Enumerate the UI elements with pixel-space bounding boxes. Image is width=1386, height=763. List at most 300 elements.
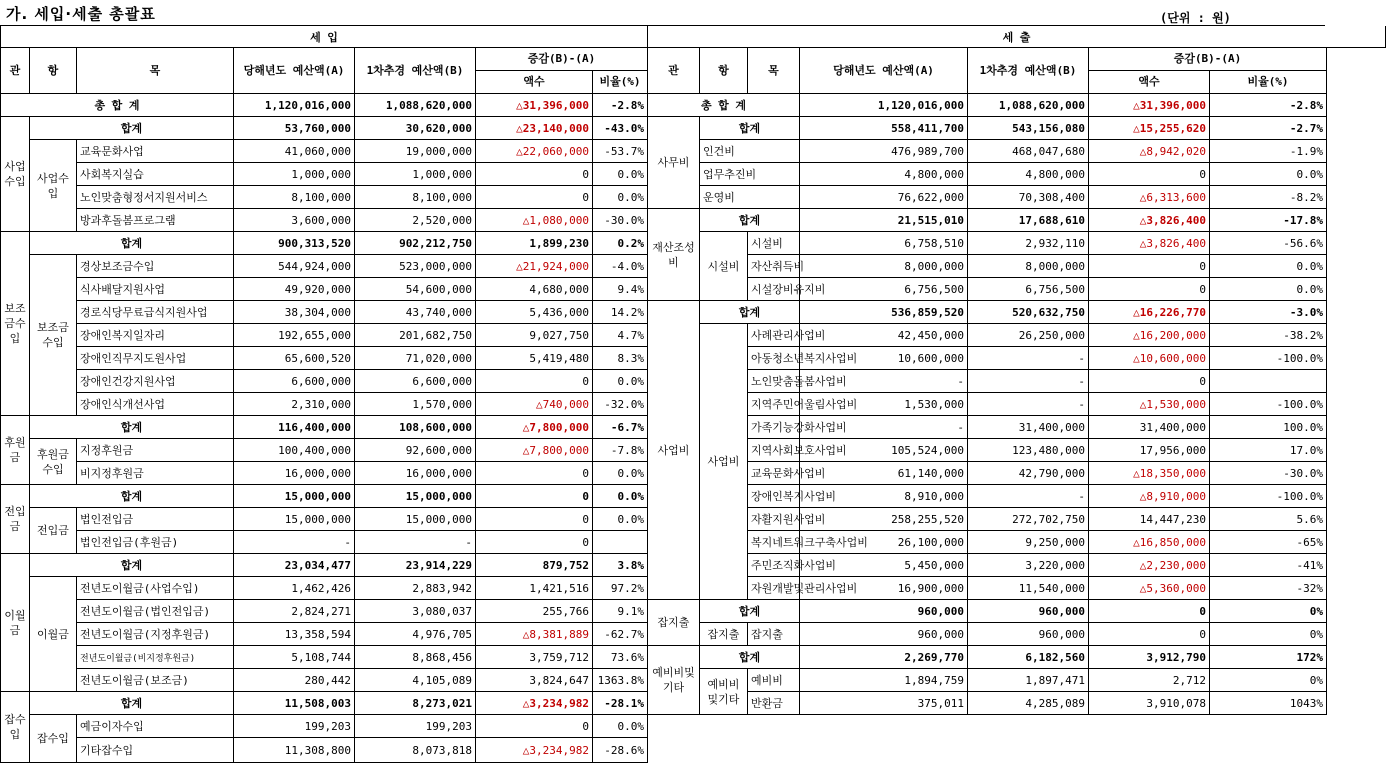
item-diff: 255,766 [476,600,593,623]
item-ratio: 97.2% [593,577,648,600]
subtotal-diff: 1,899,230 [476,232,593,255]
item-budget: 42,450,000 [800,324,968,347]
item-diff: △5,360,000 [1089,577,1210,600]
subtotal-budget: 21,515,010 [800,209,968,232]
item-name: 장애인직무지도원사업 [77,347,234,370]
item-name: 사회복지실습 [77,163,234,186]
subtotal-diff: △16,226,770 [1089,301,1210,324]
item-diff: △6,313,600 [1089,186,1210,209]
item-revised: 31,400,000 [968,416,1089,439]
item-ratio: -65% [1210,531,1327,554]
grand-total-ratio: -2.8% [593,94,648,117]
item-budget: 6,758,510 [800,232,968,255]
income-hang: 전입금 [30,508,77,554]
item-name: 주민조직화사업비 [748,554,800,577]
item-revised: 54,600,000 [355,278,476,301]
subtotal-ratio: -3.0% [1210,301,1327,324]
subtotal-revised: 520,632,750 [968,301,1089,324]
item-revised: 2,520,000 [355,209,476,232]
col-header-budget: 당해년도 예산액(A) [800,48,968,94]
subtotal-revised: 23,914,229 [355,554,476,577]
subtotal-revised: 30,620,000 [355,117,476,140]
item-name: 전년도이월금(비지정후원금) [77,646,234,669]
item-name: 교육문화사업비 [748,462,800,485]
item-ratio: 8.3% [593,347,648,370]
col-header-amount: 액수 [1089,71,1210,94]
item-name: 교육문화사업 [77,140,234,163]
item-diff: △3,234,982 [476,738,593,763]
item-budget: - [800,370,968,393]
item-ratio: -38.2% [1210,324,1327,347]
item-ratio [593,531,648,554]
item-budget: 26,100,000 [800,531,968,554]
item-diff: 14,447,230 [1089,508,1210,531]
item-ratio: -41% [1210,554,1327,577]
unit-label: (단위 : 원) [1160,11,1231,25]
item-revised: 15,000,000 [355,508,476,531]
item-revised: - [968,347,1089,370]
subtotal-label: 합계 [700,646,800,669]
item-ratio: 0.0% [593,462,648,485]
grand-total-diff: △31,396,000 [476,94,593,117]
item-revised: - [355,531,476,554]
item-diff: 0 [1089,255,1210,278]
subtotal-ratio: 3.8% [593,554,648,577]
subtotal-diff: △7,800,000 [476,416,593,439]
income-gwan: 전입금 [1,485,30,554]
subtotal-budget: 53,760,000 [234,117,355,140]
item-name: 예금이자수입 [77,715,234,738]
item-budget: 41,060,000 [234,140,355,163]
subtotal-revised: 6,182,560 [968,646,1089,669]
subtotal-revised: 543,156,080 [968,117,1089,140]
item-name: 반환금 [748,692,800,715]
grand-total-label: 총 합 계 [1,94,234,117]
item-name: 시설장비유지비 [748,278,800,301]
subtotal-revised: 902,212,750 [355,232,476,255]
item-ratio: 0.0% [1210,255,1327,278]
item-ratio: -56.6% [1210,232,1327,255]
subtotal-ratio: -28.1% [593,692,648,715]
item-revised: 6,756,500 [968,278,1089,301]
subtotal-label: 합계 [30,416,234,439]
subtotal-diff: 0 [1089,600,1210,623]
grand-total-ratio: -2.8% [1210,94,1327,117]
item-name: 기타잡수입 [77,738,234,763]
item-budget: 280,442 [234,669,355,692]
item-name: 자산취득비 [748,255,800,278]
subtotal-label: 합계 [30,692,234,715]
item-revised: 71,020,000 [355,347,476,370]
item-revised: 8,100,000 [355,186,476,209]
item-budget: 476,989,700 [800,140,968,163]
subtotal-label: 합계 [700,600,800,623]
item-name: 아동청소년복지사업비 [748,347,800,370]
item-budget: 3,600,000 [234,209,355,232]
item-ratio: 0.0% [593,508,648,531]
income-hang: 후원금수입 [30,439,77,485]
expense-gwan: 재산조성비 [648,209,700,301]
item-ratio [1210,370,1327,393]
item-ratio: -7.8% [593,439,648,462]
item-name: 식사배달지원사업 [77,278,234,301]
income-gwan: 이월금 [1,554,30,692]
item-ratio: 0.0% [593,186,648,209]
item-name: 복지네트워크구축사업비 [748,531,800,554]
item-diff: 0 [1089,370,1210,393]
subtotal-ratio: 0% [1210,600,1327,623]
item-revised: 272,702,750 [968,508,1089,531]
item-ratio: 9.4% [593,278,648,301]
item-ratio: -53.7% [593,140,648,163]
item-budget: 960,000 [800,623,968,646]
item-revised: - [968,370,1089,393]
income-hang: 사업수입 [30,140,77,232]
item-budget: 15,000,000 [234,508,355,531]
subtotal-budget: 15,000,000 [234,485,355,508]
item-ratio: -32% [1210,577,1327,600]
item-budget: 1,894,759 [800,669,968,692]
income-hang: 보조금수입 [30,255,77,416]
item-diff: 4,680,000 [476,278,593,301]
item-diff: △740,000 [476,393,593,416]
item-ratio: 1363.8% [593,669,648,692]
item-revised: 6,600,000 [355,370,476,393]
subtotal-revised: 108,600,000 [355,416,476,439]
item-ratio: 0.0% [593,163,648,186]
item-revised: - [968,393,1089,416]
col-header-mok: 목 [748,48,800,94]
item-name: 전년도이월금(지정후원금) [77,623,234,646]
expense-header: 세 출 [648,26,1386,48]
item-budget: 65,600,520 [234,347,355,370]
item-diff: 31,400,000 [1089,416,1210,439]
item-diff: 0 [1089,163,1210,186]
item-ratio: 0.0% [593,370,648,393]
item-revised: 4,105,089 [355,669,476,692]
grand-total-diff: △31,396,000 [1089,94,1210,117]
item-budget: 11,308,800 [234,738,355,763]
col-header-revised: 1차추경 예산액(B) [355,48,476,94]
item-name: 사례관리사업비 [748,324,800,347]
item-diff: 5,419,480 [476,347,593,370]
item-diff: 3,759,712 [476,646,593,669]
col-header-revised: 1차추경 예산액(B) [968,48,1089,94]
item-name: 비지정후원금 [77,462,234,485]
item-diff: △18,350,000 [1089,462,1210,485]
col-header-ratio: 비율(%) [1210,71,1327,94]
item-ratio: -100.0% [1210,485,1327,508]
item-revised: 42,790,000 [968,462,1089,485]
item-ratio: 0.0% [593,715,648,738]
subtotal-diff: 879,752 [476,554,593,577]
subtotal-diff: 3,912,790 [1089,646,1210,669]
subtotal-budget: 2,269,770 [800,646,968,669]
item-budget: 61,140,000 [800,462,968,485]
item-budget: - [234,531,355,554]
item-ratio: 17.0% [1210,439,1327,462]
item-diff: △1,080,000 [476,209,593,232]
item-ratio: -32.0% [593,393,648,416]
item-revised: 70,308,400 [968,186,1089,209]
item-revised: 4,800,000 [968,163,1089,186]
item-ratio: -30.0% [593,209,648,232]
item-ratio: -30.0% [1210,462,1327,485]
item-name: 방과후돌봄프로그램 [77,209,234,232]
grand-total-revised: 1,088,620,000 [968,94,1089,117]
item-name: 법인전입금 [77,508,234,531]
item-ratio: 0% [1210,623,1327,646]
item-name: 경상보조금수입 [77,255,234,278]
item-revised: 2,932,110 [968,232,1089,255]
subtotal-ratio: -43.0% [593,117,648,140]
col-header-diff: 증감(B)-(A) [1089,48,1327,71]
item-budget: 1,530,000 [800,393,968,416]
item-name: 장애인건강지원사업 [77,370,234,393]
expense-gwan: 예비비및 기타 [648,646,700,715]
item-name: 경로식당무료급식지원사업 [77,301,234,324]
col-header-hang: 항 [700,48,748,94]
item-budget: 8,000,000 [800,255,968,278]
item-diff: △10,600,000 [1089,347,1210,370]
item-revised: 8,073,818 [355,738,476,763]
item-diff: △8,381,889 [476,623,593,646]
item-ratio: 73.6% [593,646,648,669]
subtotal-ratio: -6.7% [593,416,648,439]
subtotal-budget: 23,034,477 [234,554,355,577]
subtotal-label: 합계 [30,554,234,577]
item-budget: 49,920,000 [234,278,355,301]
item-revised: 92,600,000 [355,439,476,462]
expense-hang: 예비비및기타 [700,669,748,715]
item-name: 시설비 [748,232,800,255]
expense-hang: 시설비 [700,232,748,301]
subtotal-budget: 960,000 [800,600,968,623]
subtotal-ratio: -17.8% [1210,209,1327,232]
item-ratio: -8.2% [1210,186,1327,209]
item-budget: 105,524,000 [800,439,968,462]
subtotal-label: 합계 [700,117,800,140]
income-gwan: 사업수입 [1,117,30,232]
item-revised: 3,220,000 [968,554,1089,577]
subtotal-budget: 11,508,003 [234,692,355,715]
expense-gwan: 사무비 [648,117,700,209]
item-name: 장애인식개선사업 [77,393,234,416]
item-name: 전년도이월금(보조금) [77,669,234,692]
item-ratio: 14.2% [593,301,648,324]
col-header-diff: 증감(B)-(A) [476,48,648,71]
item-revised: - [968,485,1089,508]
subtotal-label: 합계 [700,209,800,232]
item-diff: 0 [476,715,593,738]
item-diff: 3,824,647 [476,669,593,692]
item-diff: △21,924,000 [476,255,593,278]
item-ratio: 5.6% [1210,508,1327,531]
item-revised: 1,570,000 [355,393,476,416]
item-budget: 199,203 [234,715,355,738]
col-header-amount: 액수 [476,71,593,94]
col-header-hang: 항 [30,48,77,94]
income-gwan: 후원금 [1,416,30,485]
subtotal-budget: 536,859,520 [800,301,968,324]
item-budget: - [800,416,968,439]
item-revised: 201,682,750 [355,324,476,347]
item-revised: 1,000,000 [355,163,476,186]
item-diff: △8,910,000 [1089,485,1210,508]
item-ratio: -100.0% [1210,347,1327,370]
item-name: 지정후원금 [77,439,234,462]
item-revised: 960,000 [968,623,1089,646]
item-diff: 17,956,000 [1089,439,1210,462]
item-diff: 0 [476,508,593,531]
item-name: 노인맞춤형정서지원서비스 [77,186,234,209]
income-hang: 잡수입 [30,715,77,763]
item-name: 전년도이월금(법인전입금) [77,600,234,623]
item-name: 가족기능강화사업비 [748,416,800,439]
item-ratio: -4.0% [593,255,648,278]
subtotal-label: 합계 [30,117,234,140]
col-header-gwan: 관 [1,48,30,94]
item-budget: 375,011 [800,692,968,715]
item-revised: 8,868,456 [355,646,476,669]
expense-hang: 사업비 [700,324,748,600]
subtotal-diff: △23,140,000 [476,117,593,140]
item-budget: 76,622,000 [800,186,968,209]
item-diff: 3,910,078 [1089,692,1210,715]
item-budget: 8,100,000 [234,186,355,209]
item-diff: 0 [476,531,593,554]
item-diff: △16,850,000 [1089,531,1210,554]
item-budget: 16,000,000 [234,462,355,485]
page-title: 가. 세입·세출 총괄표 [6,5,156,23]
item-budget: 544,924,000 [234,255,355,278]
subtotal-diff: △3,234,982 [476,692,593,715]
item-name: 운영비 [700,186,800,209]
subtotal-budget: 116,400,000 [234,416,355,439]
item-revised: 123,480,000 [968,439,1089,462]
item-budget: 5,108,744 [234,646,355,669]
item-diff: 5,436,000 [476,301,593,324]
subtotal-diff: 0 [476,485,593,508]
item-ratio: 0.0% [1210,163,1327,186]
item-name: 전년도이월금(사업수입) [77,577,234,600]
subtotal-ratio: -2.7% [1210,117,1327,140]
income-gwan: 보조금수입 [1,232,30,416]
item-name: 장애인복지일자리 [77,324,234,347]
subtotal-revised: 15,000,000 [355,485,476,508]
item-name: 법인전입금(후원금) [77,531,234,554]
item-budget: 2,824,271 [234,600,355,623]
item-diff: △7,800,000 [476,439,593,462]
item-diff: △3,826,400 [1089,232,1210,255]
item-diff: 2,712 [1089,669,1210,692]
subtotal-label: 합계 [700,301,800,324]
subtotal-diff: △3,826,400 [1089,209,1210,232]
subtotal-label: 합계 [30,485,234,508]
item-budget: 4,800,000 [800,163,968,186]
item-revised: 3,080,037 [355,600,476,623]
subtotal-revised: 8,273,021 [355,692,476,715]
item-revised: 468,047,680 [968,140,1089,163]
item-name: 노인맞춤돌봄사업비 [748,370,800,393]
item-ratio: -62.7% [593,623,648,646]
item-budget: 16,900,000 [800,577,968,600]
item-revised: 9,250,000 [968,531,1089,554]
col-header-ratio: 비율(%) [593,71,648,94]
subtotal-diff: △15,255,620 [1089,117,1210,140]
item-diff: 0 [1089,278,1210,301]
item-budget: 6,600,000 [234,370,355,393]
col-header-gwan: 관 [648,48,700,94]
grand-total-revised: 1,088,620,000 [355,94,476,117]
item-revised: 4,976,705 [355,623,476,646]
item-budget: 6,756,500 [800,278,968,301]
item-budget: 258,255,520 [800,508,968,531]
item-revised: 4,285,089 [968,692,1089,715]
col-header-budget: 당해년도 예산액(A) [234,48,355,94]
item-diff: △16,200,000 [1089,324,1210,347]
grand-total-label: 총 합 계 [648,94,800,117]
budget-summary-table [0,25,1325,763]
item-diff: △22,060,000 [476,140,593,163]
item-name: 자원개발및관리사업비 [748,577,800,600]
item-name: 장애인복지사업비 [748,485,800,508]
item-name: 예비비 [748,669,800,692]
item-revised: 16,000,000 [355,462,476,485]
item-budget: 2,310,000 [234,393,355,416]
subtotal-label: 합계 [30,232,234,255]
item-name: 잡지출 [748,623,800,646]
subtotal-ratio: 172% [1210,646,1327,669]
item-ratio: -28.6% [593,738,648,763]
item-revised: 2,883,942 [355,577,476,600]
item-name: 업무추진비 [700,163,800,186]
item-budget: 100,400,000 [234,439,355,462]
item-budget: 10,600,000 [800,347,968,370]
item-budget: 8,910,000 [800,485,968,508]
item-diff: 0 [476,370,593,393]
item-diff: △1,530,000 [1089,393,1210,416]
subtotal-budget: 900,313,520 [234,232,355,255]
item-budget: 38,304,000 [234,301,355,324]
item-diff: 0 [476,163,593,186]
item-ratio: 9.1% [593,600,648,623]
item-budget: 1,462,426 [234,577,355,600]
item-diff: 9,027,750 [476,324,593,347]
item-revised: 8,000,000 [968,255,1089,278]
col-header-mok: 목 [77,48,234,94]
grand-total-budget: 1,120,016,000 [234,94,355,117]
item-diff: 0 [476,186,593,209]
item-diff: 0 [476,462,593,485]
subtotal-ratio: 0.2% [593,232,648,255]
item-budget: 13,358,594 [234,623,355,646]
item-diff: △2,230,000 [1089,554,1210,577]
grand-total-budget: 1,120,016,000 [800,94,968,117]
item-revised: 11,540,000 [968,577,1089,600]
item-budget: 5,450,000 [800,554,968,577]
item-name: 지역주민어울림사업비 [748,393,800,416]
item-diff: △8,942,020 [1089,140,1210,163]
income-gwan: 잡수입 [1,692,30,763]
subtotal-revised: 960,000 [968,600,1089,623]
income-hang: 이월금 [30,577,77,692]
item-diff: 0 [1089,623,1210,646]
item-ratio: 1043% [1210,692,1327,715]
item-revised: 523,000,000 [355,255,476,278]
item-name: 인건비 [700,140,800,163]
item-ratio: -1.9% [1210,140,1327,163]
